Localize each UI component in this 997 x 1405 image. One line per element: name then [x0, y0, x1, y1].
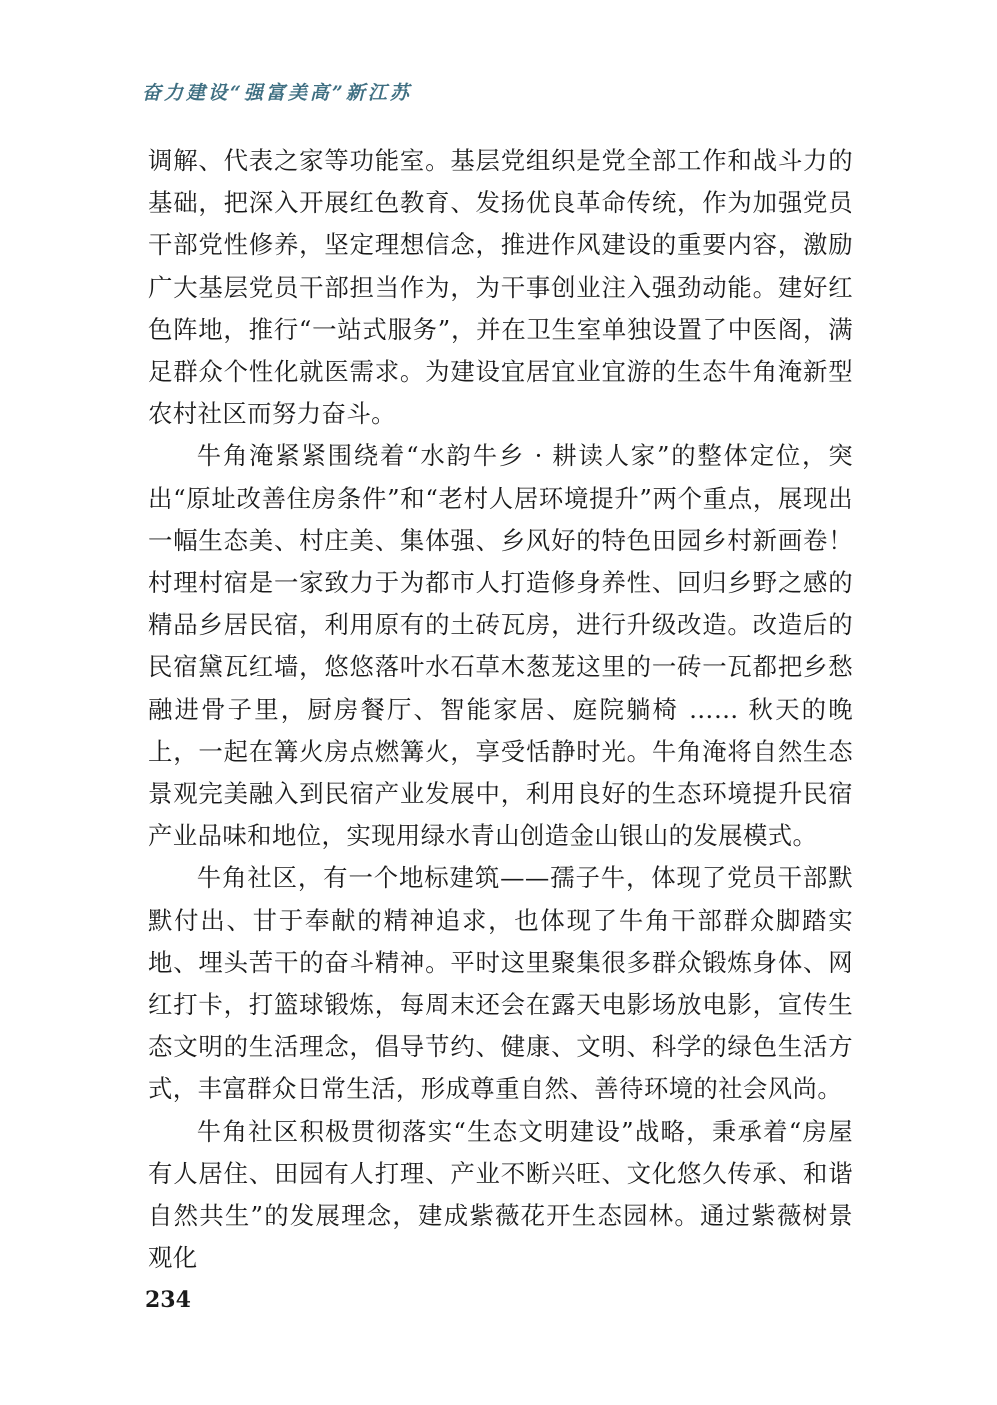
paragraph: 牛角社区，有一个地标建筑——孺子牛，体现了党员干部默默付出、甘于奉献的精神追求，也体现了牛角干部群众脚踏实地、埋头苦干的奋斗精神。平时这里聚集很多群众锻炼身体、网红打卡，打篮球锻炼，每周末还会在露天电影场放电影，宣传生态文明的生活理念，倡导节约、健康、文明、科学的绿色生活方式，丰富群众日常生活，形成尊重自然、善待环境的社会风尚。 [148, 863, 853, 1104]
body-text [148, 140, 853, 1279]
paragraph: 牛角社区积极贯彻落实“生态文明建设”战略，秉承着“房屋有人居住、田园有人打理、产业不断兴旺、文化悠久传承、和谐自然共生”的发展理念，建成紫薇花开生态园林。通过紫薇树景观化 [148, 1116, 853, 1273]
paragraph: 调解、代表之家等功能室。基层党组织是党全部工作和战斗力的基础，把深入开展红色教育、发扬优良革命传统，作为加强党员干部党性修养，坚定理想信念，推进作风建设的重要内容，激励广大基层党员干部担当作为，为干事创业注入强劲动能。建好红色阵地，推行“一站式服务”，并在卫生室单独设置了中医阁，满足群众个性化就医需求。为建设宜居宜业宜游的生态牛角淹新型农村社区而努力奋斗。 [148, 146, 853, 429]
running-header: 奋力建设“强富美高”新江苏 [142, 82, 412, 104]
paragraph: 牛角淹紧紧围绕着“水韵牛乡 · 耕读人家”的整体定位，突出“原址改善住房条件”和“老村人居环境提升”两个重点，展现出一幅生态美、村庄美、集体强、乡风好的特色田园乡村新画卷！村理村宿是一家致力于为都市人打造修身养性、回归乡野之感的精品乡居民宿，利用原有的土砖瓦房，进行升级改造。改造后的民宿黛瓦红墙，悠悠落叶水石草木葱茏这里的一砖一瓦都把乡愁融进骨子里，厨房餐厅、智能家居、庭院躺椅 …… 秋天的晚上，一起在篝火房点燃篝火，享受恬静时光。牛角淹将自然生态景观完美融入到民宿产业发展中，利用良好的生态环境提升民宿产业品味和地位，实现用绿水青山创造金山银山的发展模式。 [148, 441, 853, 851]
page-number: 234 [145, 1287, 191, 1313]
